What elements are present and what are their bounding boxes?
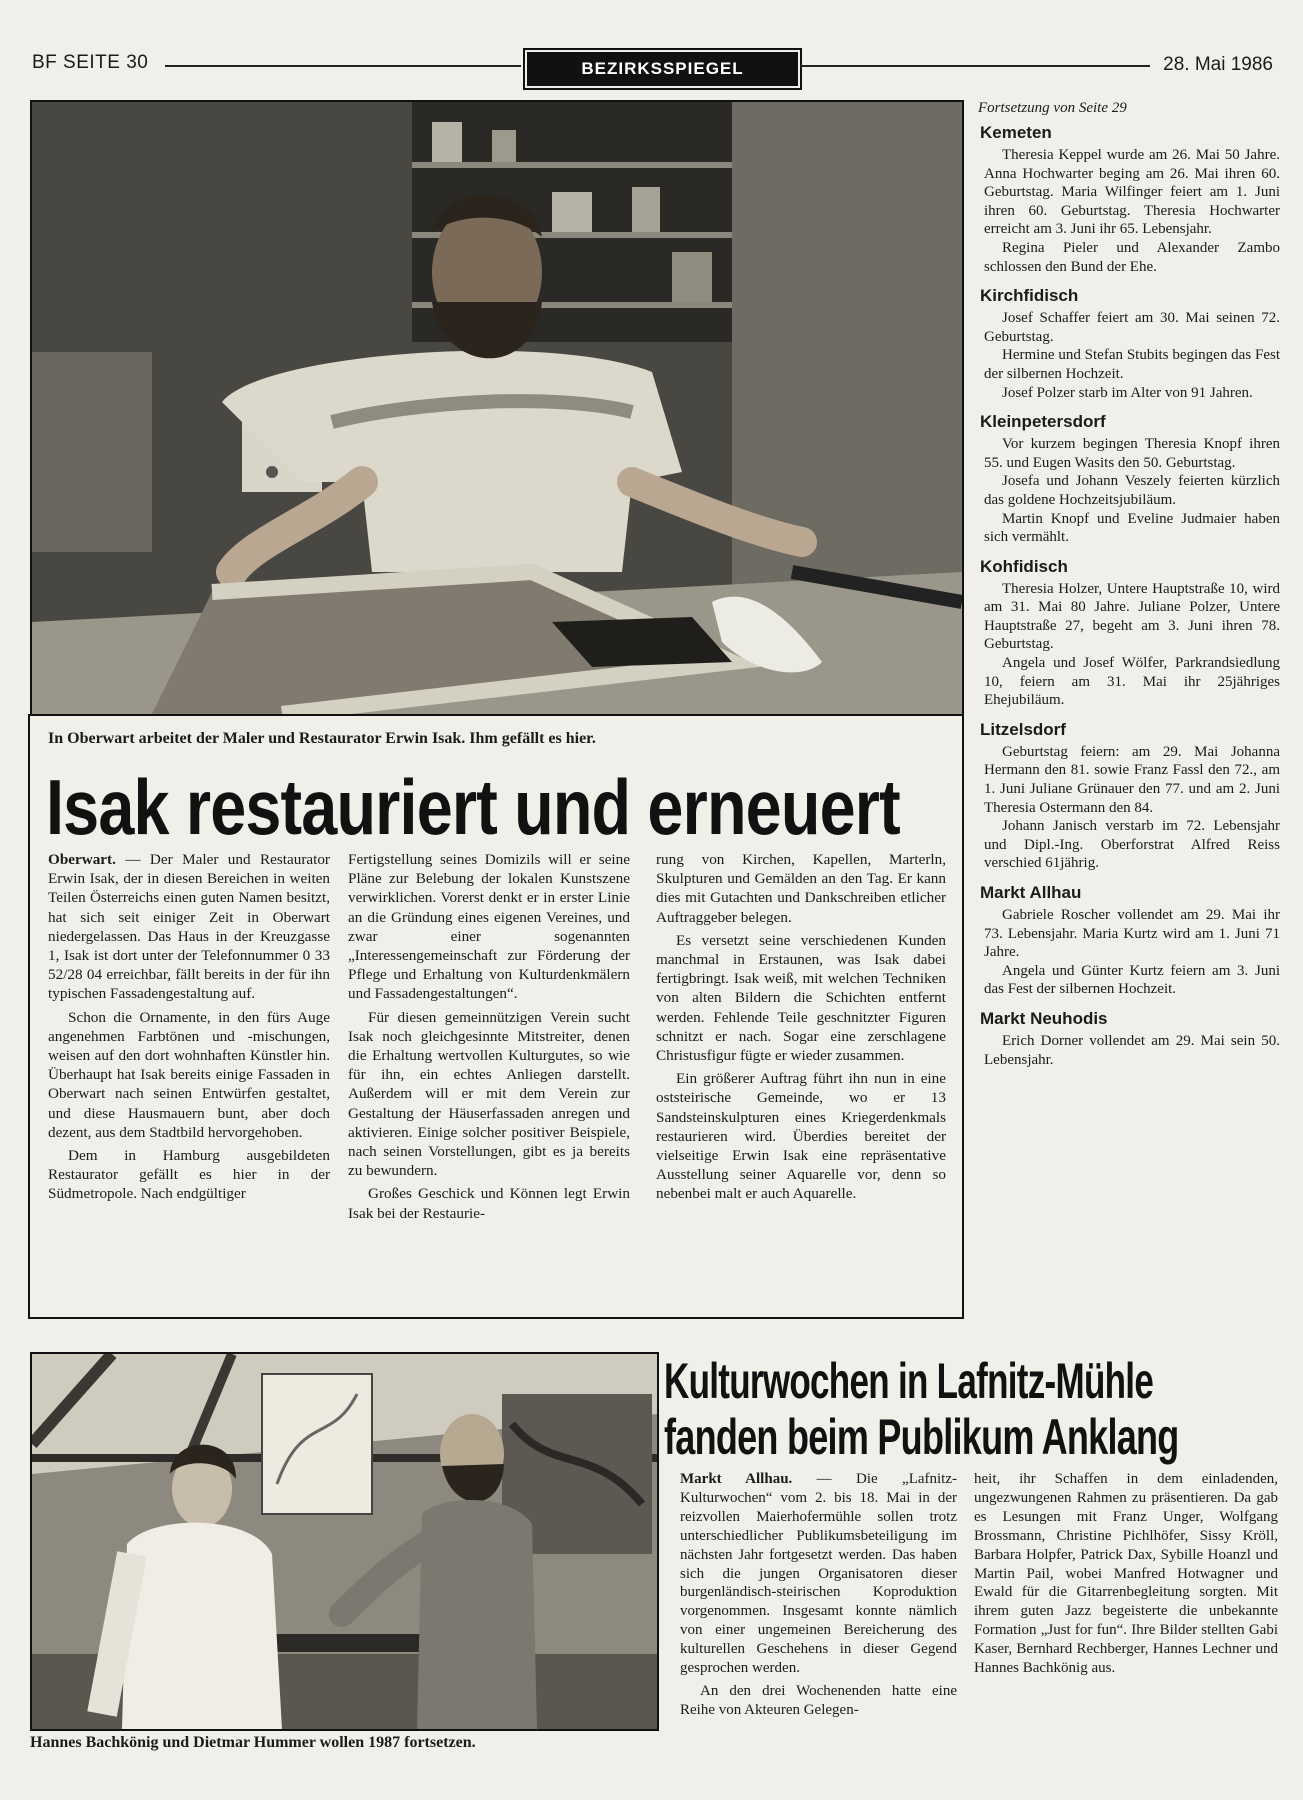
article-headline: Isak restauriert und erneuert bbox=[46, 763, 900, 851]
article-column-3: rung von Kirchen, Kapellen, Marterln, Skulpturen und Gemälden an den Tag. Er kann dies mit Gutachten und Dankschreiben etlicher Auftraggeber belegen. Es versetzt seine verschiedenen Kunden manchmal in Erstaunen, was Isak dabei fertigbringt. Isak weiß, mit welchen Techniken von alten Bildern die Schichten entfernt werden. Fehlende Teile geschnitzter Figuren schnitzt er nach. Sogar eine zerschlagene Christusfigur fügte er wieder zusammen. Ein größerer Auftrag führt ihn nun in eine oststeirische Gemeinde, wo er 13 Sandsteinskulpturen eines Kriegerdenkmals restaurieren wird. Überdies bereitet der vielseitige Erwin Isak eine repräsentative Ausstellung seiner Aquarelle vor, denn so nebenbei malt er auch Aquarelle. bbox=[656, 851, 946, 1203]
section-litzelsdorf: Litzelsdorf Geburtstag feiern: am 29. Mai Johanna Hermann den 81. sowie Franz Fassl den 72., am 1. Juni Juliane Grünauer den 77. und am 2. Juni Theresia Ostermann den 84. Johann Janisch verstarb im 72. Lebensjahr und Dipl.-Ing. Oberforstrat Alfred Reiss verschied 61jährig. bbox=[980, 719, 1280, 872]
restorer-photo bbox=[30, 100, 964, 716]
organizers-photo bbox=[30, 1352, 659, 1731]
header-rule-left bbox=[165, 65, 521, 67]
place-heading: Kirchfidisch bbox=[980, 286, 1079, 306]
organizers-photo-image bbox=[32, 1354, 657, 1729]
restorer-photo-image bbox=[32, 102, 962, 714]
continuation-note: Fortsetzung von Seite 29 bbox=[978, 100, 1127, 116]
header-rule-right bbox=[800, 65, 1150, 67]
article-column-1: Oberwart. — Der Maler und Restaurator Erwin Isak, der in diesen Bereichen in weiten Teilen Österreichs einen guten Namen besitzt, hat sich seit einiger Zeit in Oberwart niedergelassen. Das Haus in der Kreuzgasse 1, Isak ist dort unter der Telefonnummer 0 33 52/28 04 erreichbar, fällt bereits in der für ihn typischen Fassadengestaltung auf. Schon die Ornamente, in den fürs Auge angenehmen Farbtönen und -mischungen, weisen auf den dort wohnhaften Künstler hin. Überhaupt hat Isak bereits einige Fassaden in Oberwart nach seinen Entwürfen gestaltet, und diese Hausmauern bunt, aber doch dezent, aus dem Stadtbild hervorgehoben. Dem in Hamburg ausgebildeten Restaurator gefällt es hier in der Südmetropole. Nach endgültiger bbox=[48, 851, 330, 1203]
section-kleinpetersdorf: Kleinpetersdorf Vor kurzem begingen Theresia Knopf ihren 55. und Eugen Wasits den 50. Geburtstag. Josefa und Johann Veszely feierten kürzlich das goldene Hochzeitsjubiläum. Martin Knopf und Eveline Judmaier haben sich vermählt. bbox=[980, 412, 1280, 546]
article2-headline-line2: fanden beim Publikum Anklang bbox=[664, 1409, 1179, 1465]
article-column-2: Fertigstellung seines Domizils will er seine Pläne zur Belebung der lokalen Kunstszene verwirklichen. Vorerst denkt er in erster Linie an die Gründung eines eigenen Vereines, und zwar einer sogenannten „Interessengemeinschaft zur Förderung der Pflege und Erhaltung von Kulturdenkmälern und Fassadengestaltungen“. Für diesen gemeinnützigen Verein sucht Isak noch gleichgesinnte Mitstreiter, denen die Erhaltung wertvollen Kulturgutes, so wie für ihn, ein echtes Anliegen darstellt. Außerdem will er mit dem Verein zur Gestaltung der Häuserfassaden anregen und aktivieren. Einige solcher positiver Beispiele, nach seinen Vorstellungen, gibt es ja bereits zu bewundern. Großes Geschick und Können legt Erwin Isak bei der Restaurie- bbox=[348, 851, 630, 1222]
section-kohfidisch: Kohfidisch Theresia Holzer, Untere Hauptstraße 10, wird am 31. Mai 80 Jahre. Juliane Polzer, Untere Hauptstraße 27, begeht am 3. Juni ihren 78. Geburtstag. Angela und Josef Wölfer, Parkrandsiedlung 10, feiern am 31. Mai ihr 25jähriges Ehejubiläum. bbox=[980, 556, 1280, 709]
section-kemeten: Kemeten Theresia Keppel wurde am 26. Mai 50 Jahre. Anna Hochwarter beging am 26. Mai ihren 60. Geburtstag. Maria Wilfinger feiert am 1. Juni ihren 60. Geburtstag. Theresia Hochwarter erreicht am 3. Juni ihr 65. Lebensjahr. Regina Pieler und Alexander Zambo schlossen den Bund der Ehe. bbox=[980, 123, 1280, 275]
photo-caption: Hannes Bachkönig und Dietmar Hummer wollen 1987 fortsetzen. bbox=[30, 1734, 476, 1751]
place-heading: Kemeten bbox=[980, 123, 1052, 142]
photo-caption: In Oberwart arbeitet der Maler und Restaurator Erwin Isak. Ihm gefällt es hier. bbox=[48, 730, 596, 747]
section-markt-neuhodis: Markt Neuhodis Erich Dorner vollendet am 29. Mai sein 50. Lebensjahr. bbox=[980, 1008, 1280, 1068]
issue-date: 28. Mai 1986 bbox=[1163, 54, 1273, 75]
section-markt-allhau: Markt Allhau Gabriele Roscher vollendet am 29. Mai ihr 73. Lebensjahr. Maria Kurtz wird am 1. Juni 71 Jahre. Angela und Günter Kurtz feiern am 3. Juni das Fest der silbernen Hochzeit. bbox=[980, 883, 1280, 998]
place-heading: Kohfidisch bbox=[980, 556, 1068, 576]
place-heading: Litzelsdorf bbox=[980, 719, 1066, 739]
article2-headline-line1: Kulturwochen in Lafnitz-Mühle bbox=[664, 1353, 1154, 1409]
place-heading: Markt Neuhodis bbox=[980, 1008, 1108, 1028]
dateline: Oberwart. bbox=[48, 851, 116, 868]
local-news-column bbox=[978, 100, 1280, 1079]
article2-column-1: Markt Allhau. — Die „Lafnitz-Kulturwochen“ vom 2. bis 18. Mai in der reizvollen Maierhofermühle sollen trotz unterschiedlicher Publikumsbeteiligung im nächsten Jahr fortgesetzt werden. Das haben sich die jungen Organisatoren dieser burgenländisch-steirischen Koproduktion vorgenommen. Insgesamt konnte nämlich von einer ungemeinen Bereicherung des kulturellen Geschehens in dieser Gegend gesprochen werden. An den drei Wochenenden hatte eine Reihe von Akteuren Gelegen- bbox=[680, 1471, 957, 1718]
page-label: BF SEITE 30 bbox=[32, 52, 149, 73]
dateline: Markt Allhau. bbox=[680, 1471, 793, 1487]
section-badge: BEZIRKSSPIEGEL bbox=[527, 52, 798, 86]
place-heading: Markt Allhau bbox=[980, 883, 1082, 902]
section-kirchfidisch: Kirchfidisch Josef Schaffer feiert am 30. Mai seinen 72. Geburtstag. Hermine und Stefan Stubits begingen das Fest der silbernen Hochzeit. Josef Polzer starb im Alter von 91 Jahren. bbox=[980, 286, 1280, 401]
article2-column-2: heit, ihr Schaffen in dem einladenden, ungezwungenen Rahmen zu präsentieren. Da gab es Lesungen mit Franz Unger, Wolfgang Brossmann, Christine Pichlhöfer, Sissy Kröll, Barbara Holpfer, Patrick Dax, Sybille Hoanzl und Martin Pail, wobei Manfred Hotwagner und Ewald für die Gitarrenbegleitung sorgten. Mit ihrem guten Jazz begeisterte die unbekannte Formation „Just for fun“. Ihre Bilder stellten Gabi Kaser, Bernhard Rechberger, Hannes Lechner und Hannes Bachkönig aus. bbox=[974, 1471, 1278, 1677]
place-heading: Kleinpetersdorf bbox=[980, 412, 1106, 432]
